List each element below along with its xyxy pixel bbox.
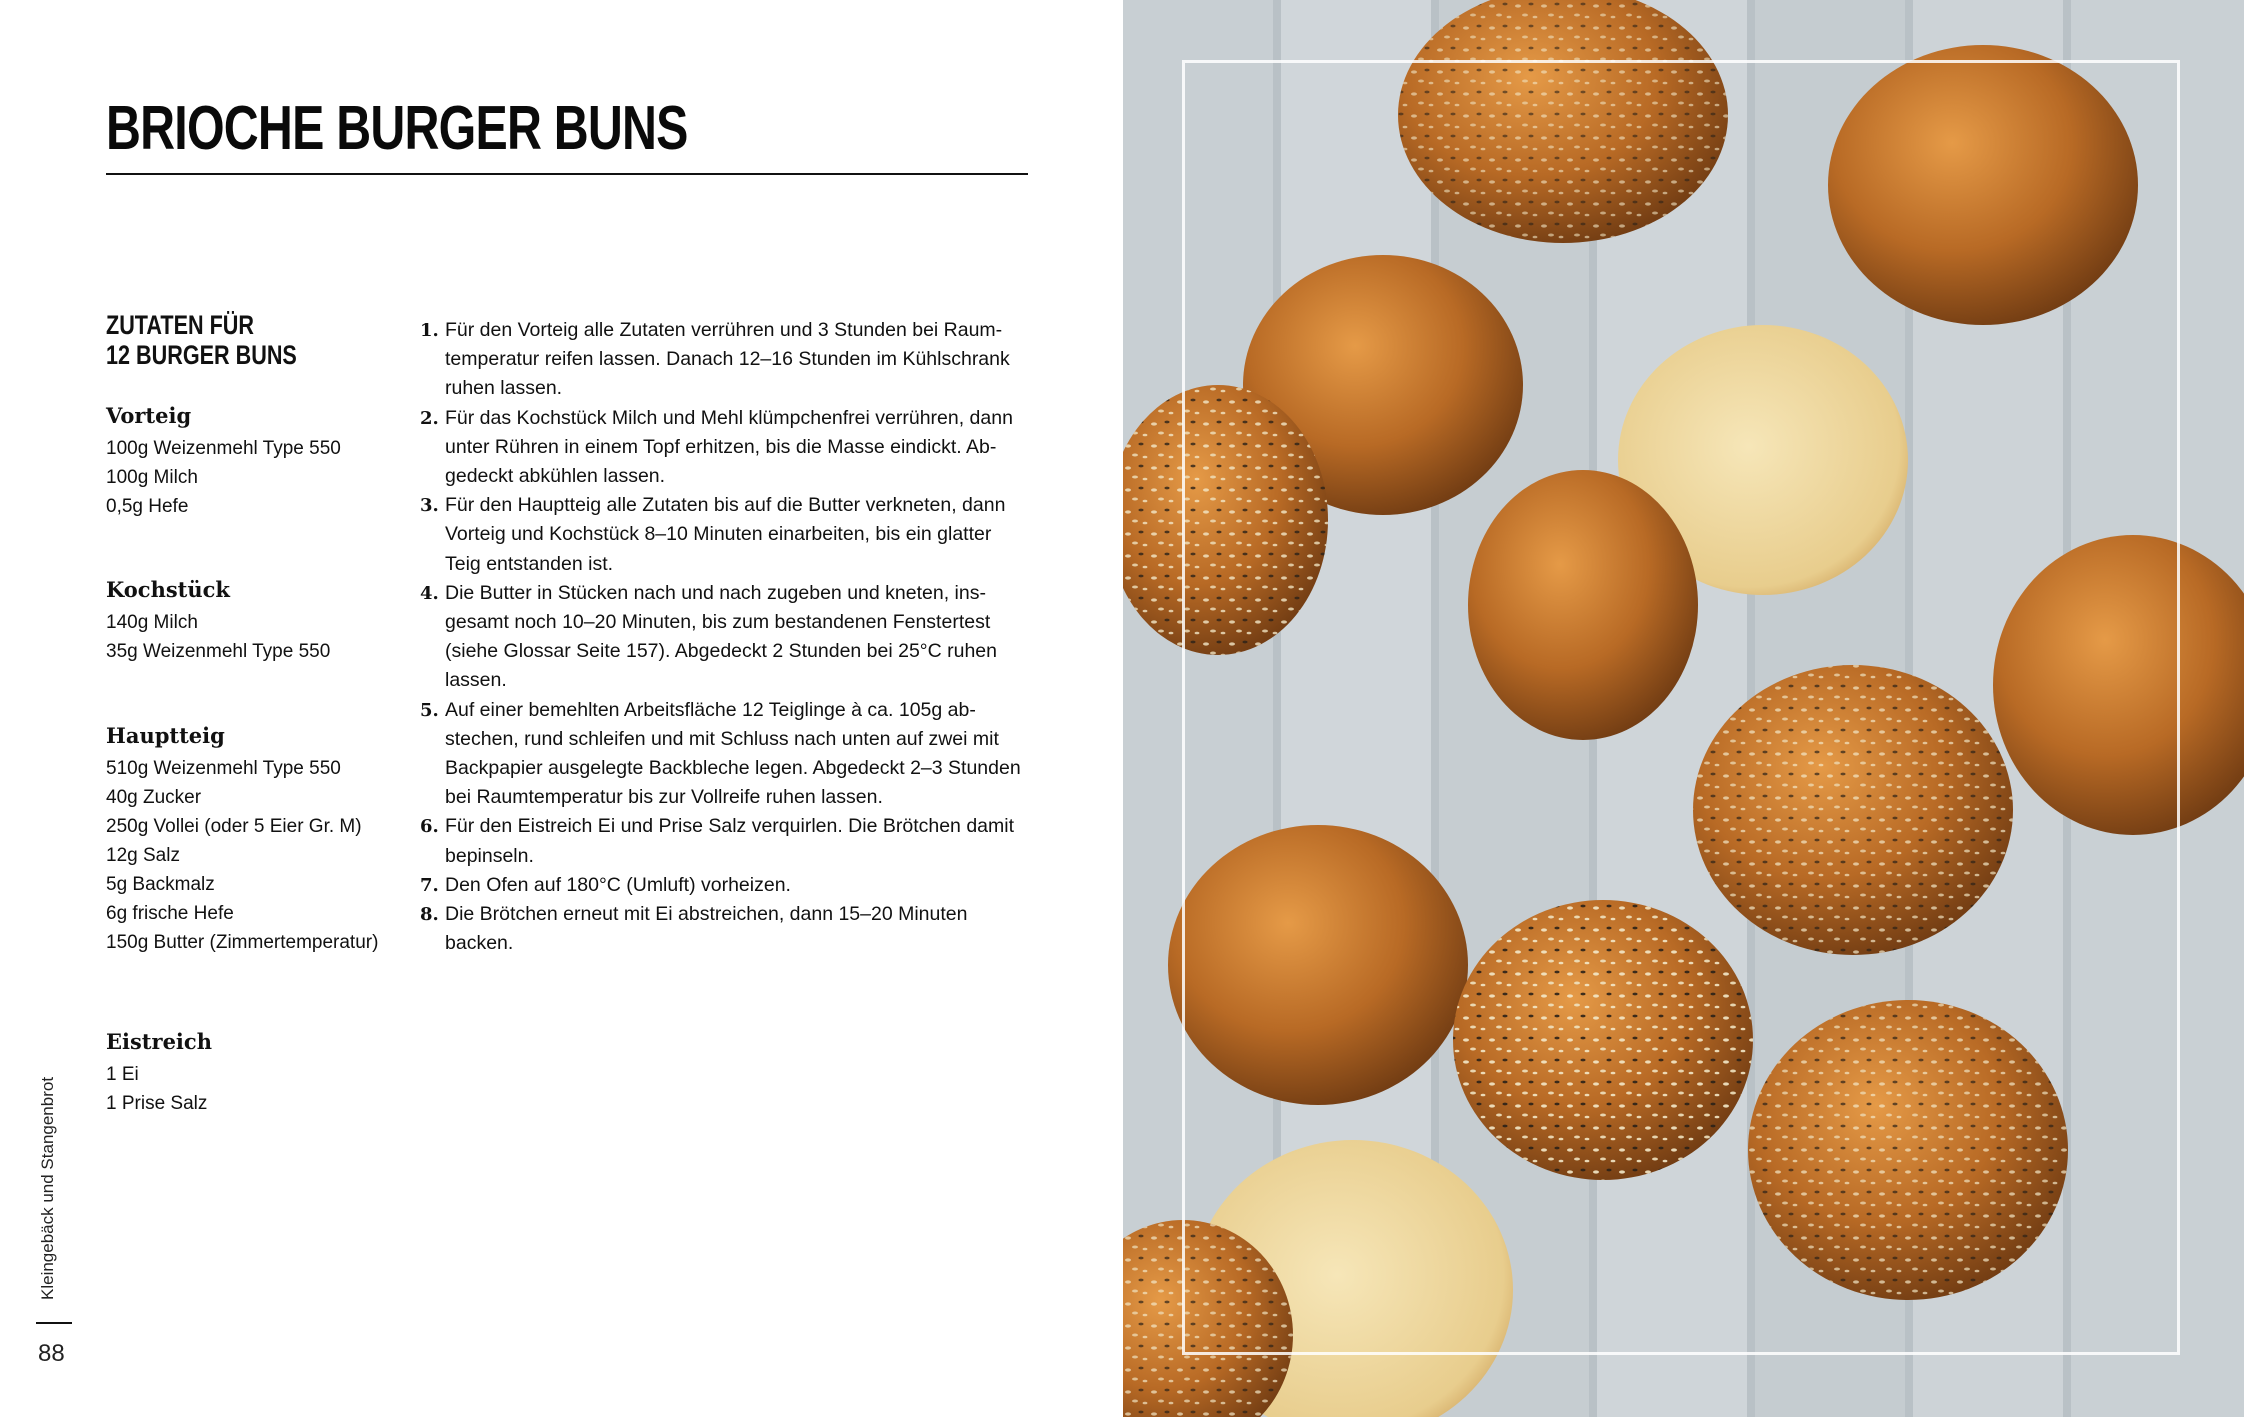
ingredient-item: 100g Milch xyxy=(106,467,198,488)
step-line: ruhen lassen. xyxy=(445,377,563,400)
step-line: gedeckt abkühlen lassen. xyxy=(445,465,666,488)
step-6 xyxy=(420,812,1030,870)
ingredient-group-kochstueck xyxy=(106,576,330,666)
step-text xyxy=(445,696,1030,813)
group-title: Eistreich xyxy=(106,1029,212,1054)
step-line: Die Brötchen erneut mit Ei abstreichen, dann 15–20 Minuten xyxy=(445,903,968,926)
step-text xyxy=(445,871,1030,900)
ingredients-column xyxy=(106,310,406,1114)
step-7 xyxy=(420,871,1030,900)
ingredient-item: 1 Prise Salz xyxy=(106,1093,208,1114)
page-number: 88 xyxy=(38,1340,65,1367)
step-text xyxy=(445,900,1030,958)
step-number: 3. xyxy=(420,495,439,517)
step-1 xyxy=(420,316,1030,404)
step-line: Den Ofen auf 180°C (Umluft) vorheizen. xyxy=(445,873,791,896)
step-number: 6. xyxy=(420,816,439,838)
step-line: Backpapier ausgelegte Backbleche legen. Abgedeckt 2–3 Stunden xyxy=(445,757,1021,780)
step-line: Die Butter in Stücken nach und nach zugeben und kneten, ins- xyxy=(445,581,986,604)
bun-whole xyxy=(1468,470,1698,740)
ingredient-item: 40g Zucker xyxy=(106,787,202,808)
ingredient-item: 35g Weizenmehl Type 550 xyxy=(106,641,331,662)
step-number: 2. xyxy=(420,407,439,429)
step-line: gesamt noch 10–20 Minuten, bis zum bestandenen Fenstertest xyxy=(445,611,991,634)
step-number: 5. xyxy=(420,699,439,721)
bun-whole xyxy=(1453,900,1753,1180)
step-3 xyxy=(420,491,1030,579)
bun-whole xyxy=(1748,1000,2068,1300)
step-line: (siehe Glossar Seite 157). Abgedeckt 2 Stunden bei 25°C ruhen xyxy=(445,640,997,663)
instruction-steps xyxy=(420,316,1030,958)
ingredient-item: 250g Vollei (oder 5 Eier Gr. M) xyxy=(106,816,362,837)
group-title: Vorteig xyxy=(106,403,192,428)
step-5 xyxy=(420,696,1030,813)
ingredients-heading-line1: ZUTATEN FÜR xyxy=(106,310,254,340)
title-divider xyxy=(106,173,1028,175)
ingredient-item: 1 Ei xyxy=(106,1064,139,1085)
step-line: backen. xyxy=(445,932,514,955)
step-text xyxy=(445,491,1030,579)
step-line: unter Rühren in einem Topf erhitzen, bis die Masse eindickt. Ab- xyxy=(445,435,997,458)
ingredient-item: 0,5g Hefe xyxy=(106,496,189,517)
bun-whole xyxy=(1693,665,2013,955)
step-line: lassen. xyxy=(445,669,507,692)
ingredient-item: 510g Weizenmehl Type 550 xyxy=(106,758,341,779)
ingredients-heading xyxy=(106,310,346,370)
step-4 xyxy=(420,579,1030,696)
step-number: 4. xyxy=(420,582,439,604)
step-text xyxy=(445,316,1030,404)
step-number: 8. xyxy=(420,904,439,926)
step-line: Vorteig und Kochstück 8–10 Minuten einarbeiten, bis ein glatter xyxy=(445,523,992,546)
group-title: Hauptteig xyxy=(106,723,225,748)
ingredient-group-hauptteig xyxy=(106,722,378,957)
step-line: Auf einer bemehlten Arbeitsfläche 12 Teiglinge à ca. 105g ab- xyxy=(445,698,976,721)
bun-whole xyxy=(1168,825,1468,1105)
step-number: 7. xyxy=(420,874,439,896)
step-line: bei Raumtemperatur bis zur Vollreife ruhen lassen. xyxy=(445,786,883,809)
step-line: Für den Hauptteig alle Zutaten bis auf die Butter verkneten, dann xyxy=(445,494,1006,517)
burger-buns-photo xyxy=(1123,0,2244,1417)
ingredient-item: 150g Butter (Zimmertemperatur) xyxy=(106,932,379,953)
step-text xyxy=(445,812,1030,870)
photo-illustration xyxy=(1123,0,2244,1417)
ingredient-item: 140g Milch xyxy=(106,612,198,633)
step-line: bepinseln. xyxy=(445,844,534,867)
step-line: Teig entstanden ist. xyxy=(445,552,614,575)
step-text xyxy=(445,404,1030,492)
bun-whole xyxy=(1828,45,2138,325)
ingredient-item: 12g Salz xyxy=(106,845,180,866)
ingredient-group-eistreich xyxy=(106,1028,212,1118)
step-text xyxy=(445,579,1030,696)
ingredient-item: 6g frische Hefe xyxy=(106,903,234,924)
step-line: Für den Eistreich Ei und Prise Salz verquirlen. Die Brötchen damit xyxy=(445,815,1015,838)
step-8 xyxy=(420,900,1030,958)
step-2 xyxy=(420,404,1030,492)
ingredient-group-vorteig xyxy=(106,402,341,521)
ingredient-item: 5g Backmalz xyxy=(106,874,215,895)
group-title: Kochstück xyxy=(106,577,230,602)
step-line: Für das Kochstück Milch und Mehl klümpchenfrei verrühren, dann xyxy=(445,406,1013,429)
step-line: temperatur reifen lassen. Danach 12–16 Stunden im Kühlschrank xyxy=(445,348,1010,371)
ingredient-item: 100g Weizenmehl Type 550 xyxy=(106,438,341,459)
step-line: Für den Vorteig alle Zutaten verrühren und 3 Stunden bei Raum- xyxy=(445,319,1003,341)
step-line: stechen, rund schleifen und mit Schluss nach unten auf zwei mit xyxy=(445,727,999,750)
footer-divider xyxy=(36,1322,72,1324)
ingredients-heading-line2: 12 BURGER BUNS xyxy=(106,340,297,370)
page-title: BRIOCHE BURGER BUNS xyxy=(106,94,688,163)
section-label: Kleingebäck und Stangenbrot xyxy=(38,1076,57,1300)
step-number: 1. xyxy=(420,320,439,341)
